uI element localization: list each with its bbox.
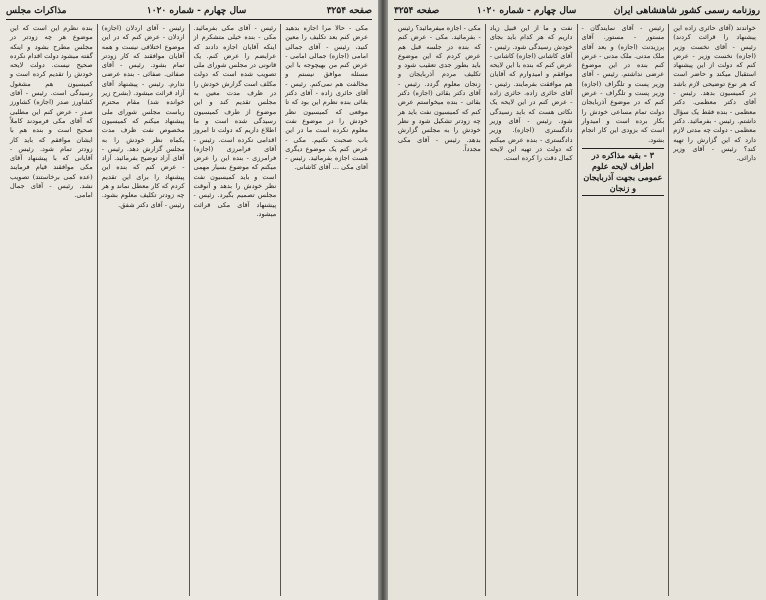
left-section-title: مذاکرات مجلس <box>6 6 67 16</box>
right-page-number: صفحه ۳۲۵۴ <box>394 6 440 16</box>
right-page <box>388 0 766 600</box>
left-column-2: رئیس - آقای مکی بفرمائید. مکی - بنده خیلی متشکرم از اینکه آقایان اجازه دادند که عرایضم را عرض کنم. یک قانونی در مجلس شورای ملی تصویب شده است که دولت مکلف است گزارش خودش را در ظرف مدت معین به مجلس تقدیم کند و این موضوع از طرف کمیسیون رسیدگی شده است و ما اطلاع داریم که دولت تا امروز اقدامی نکرده است. رئیس - آقای فرامرزی (اجازه) فرامرزی - بنده این را عرض میکنم که موضوع بسیار مهمی است و باید کمیسیون نفت نظر خودش را بدهد و آنوقت مجلس تصمیم بگیرد. رئیس - پیشنهاد آقای مکی قرائت میشود. <box>189 24 281 596</box>
right-issue-info: سال چهارم - شماره ۱۰۲۰ <box>476 6 577 16</box>
left-page-header <box>6 3 372 20</box>
right-newspaper-title: روزنامه رسمی کشور شاهنشاهی ایران <box>613 6 760 16</box>
left-columns <box>6 24 372 596</box>
right-column-2: رئیس - آقای نمایندگان - مستور - مستور. آقای پرزیدنت (اجازه) و بعد آقای ملک مدنی. ملک مدنی - عرض کنم بنده در این موضوع عرضی نداشتم. رئیس - آقای وزیر پست و تلگراف (اجازه) وزیر پست و تلگراف - عرض کنم که در موضوع آذربایجان دولت تمام مساعی خودش را بکار برده است و امیدوار است که بزودی این کار انجام بشود. ۳ - بقیه مذاکره در اطراف لایحه علوم عمومی بجهت آذربایجان و زنجان <box>577 24 669 596</box>
section-heading: ۳ - بقیه مذاکره در اطراف لایحه علوم عمومی بجهت آذربایجان و زنجان <box>582 148 665 196</box>
right-column-3: نفت و ما از این قبیل زیاد داریم که هر کدام باید بجای خودش رسیدگی شود. رئیس - آقای کاشانی (اجازه) کاشانی - عرض کنم که بنده با این لایحه موافقم و امیدوارم که آقایان هم موافقت بفرمایند. رئیس - آقای حائری زاده. حائری زاده - عرض کنم در این لایحه یک نکاتی هست که باید رسیدگی شود. رئیس - آقای وزیر دادگستری (اجازه). وزیر دادگستری - بنده عرض میکنم که دولت در تهیه این لایحه کمال دقت را کرده است. <box>485 24 577 596</box>
left-issue-info: سال چهارم - شماره ۱۰۲۰ <box>146 6 247 16</box>
right-column-4: مکی - اجازه میفرمائید؟ رئیس - بفرمائید. مکی - عرض کنم که بنده در جلسه قبل هم عرض کردم که این موضوع باید بطور جدی تعقیب شود و تکلیف مردم آذربایجان و زنجان معلوم گردد. رئیس - آقای دکتر بقائی (اجازه) دکتر بقائی - بنده میخواستم عرض کنم که کمیسیون نفت باید هر چه زودتر تشکیل شود و نظر خودش را به مجلس گزارش بدهد. رئیس - آقای مکی مجدداً. <box>398 24 481 153</box>
left-page-number: صفحه ۳۲۵۴ <box>326 6 372 16</box>
right-columns <box>394 24 760 596</box>
right-column-1: خواندند (آقای حائری زاده این پیشنهاد را قرائت کردند) رئیس - آقای نخست وزیر (اجازه) نخست وزیر - عرض کنم که دولت از این پیشنهاد استقبال میکند و حاضر است که هر نوع توضیحی لازم باشد در کمیسیون بدهد. رئیس - آقای دکتر معظمی. دکتر معظمی - بنده فقط یک سؤال داشتم. رئیس - بفرمائید. دکتر معظمی - دولت چه مدتی لازم دارد که این گزارش را تهیه کند؟ رئیس - آقای وزیر دارائی. <box>668 24 760 596</box>
right-page-header <box>394 3 760 20</box>
left-column-1: مکی - حالا مرا اجازه بدهید عرض کنم بعد تکلیف را معین کنید، رئیس - آقای جمالی امامی (اجازه) جمالی امامی - عرض کنم من بهیچوجه با این مسئله موافق نیستم و مخالفت هم نمی‌کنم. رئیس - آقای حائری زاده - آقای دکتر بقائی بنده نظرم این بود که تا موقعی که کمیسیون نظر خودش را در موضوع نفت معلوم نکرده است ما در این باب صحبت نکنیم. مکی - عرض کنم یک موضوع دیگری هست اجازه بفرمائید. رئیس - آقای مکی ... آقای کاشانی. <box>280 24 372 596</box>
left-column-4: بنده نظرم این است که این موضوع هر چه زودتر در مجلس مطرح بشود و اینکه گفته میشود دولت اقدام نکرده صحیح نیست. دولت لایحه خودش را تقدیم کرده است و کمیسیون هم مشغول رسیدگی است. رئیس - آقای کشاورز صدر (اجازه) کشاورز صدر - عرض کنم این مطلبی که آقای مکی فرمودند کاملاً صحیح است و بنده هم با ایشان موافقم که باید کار زودتر تمام شود. رئیس - آقایانی که با پیشنهاد آقای مکی موافقند قیام فرمایند (عده کمی برخاستند) تصویب نشد. رئیس - آقای جمال امامی. <box>10 24 93 200</box>
left-page <box>0 0 378 600</box>
left-column-3: رئیس - آقای اردلان (اجازه) اردلان - عرض کنم که در این موضوع اختلافی نیست و همه آقایان موافقند که کار زودتر تمام بشود. رئیس - آقای صفائی. صفائی - بنده عرضی ندارم. رئیس - پیشنهاد آقای آزاد قرائت میشود. (بشرح زیر خوانده شد) مقام محترم ریاست مجلس شورای ملی پیشنهاد میکنم که کمیسیون مخصوص نفت ظرف مدت یکماه نظر خودش را به مجلس گزارش دهد. رئیس - آقای آزاد توضیح بفرمائید. آزاد - عرض کنم که بنده این پیشنهاد را برای این تقدیم کردم که کار معطل نماند و هر چه زودتر تکلیف معلوم بشود. رئیس - آقای دکتر شفق. <box>97 24 189 596</box>
book-gutter <box>378 0 388 600</box>
